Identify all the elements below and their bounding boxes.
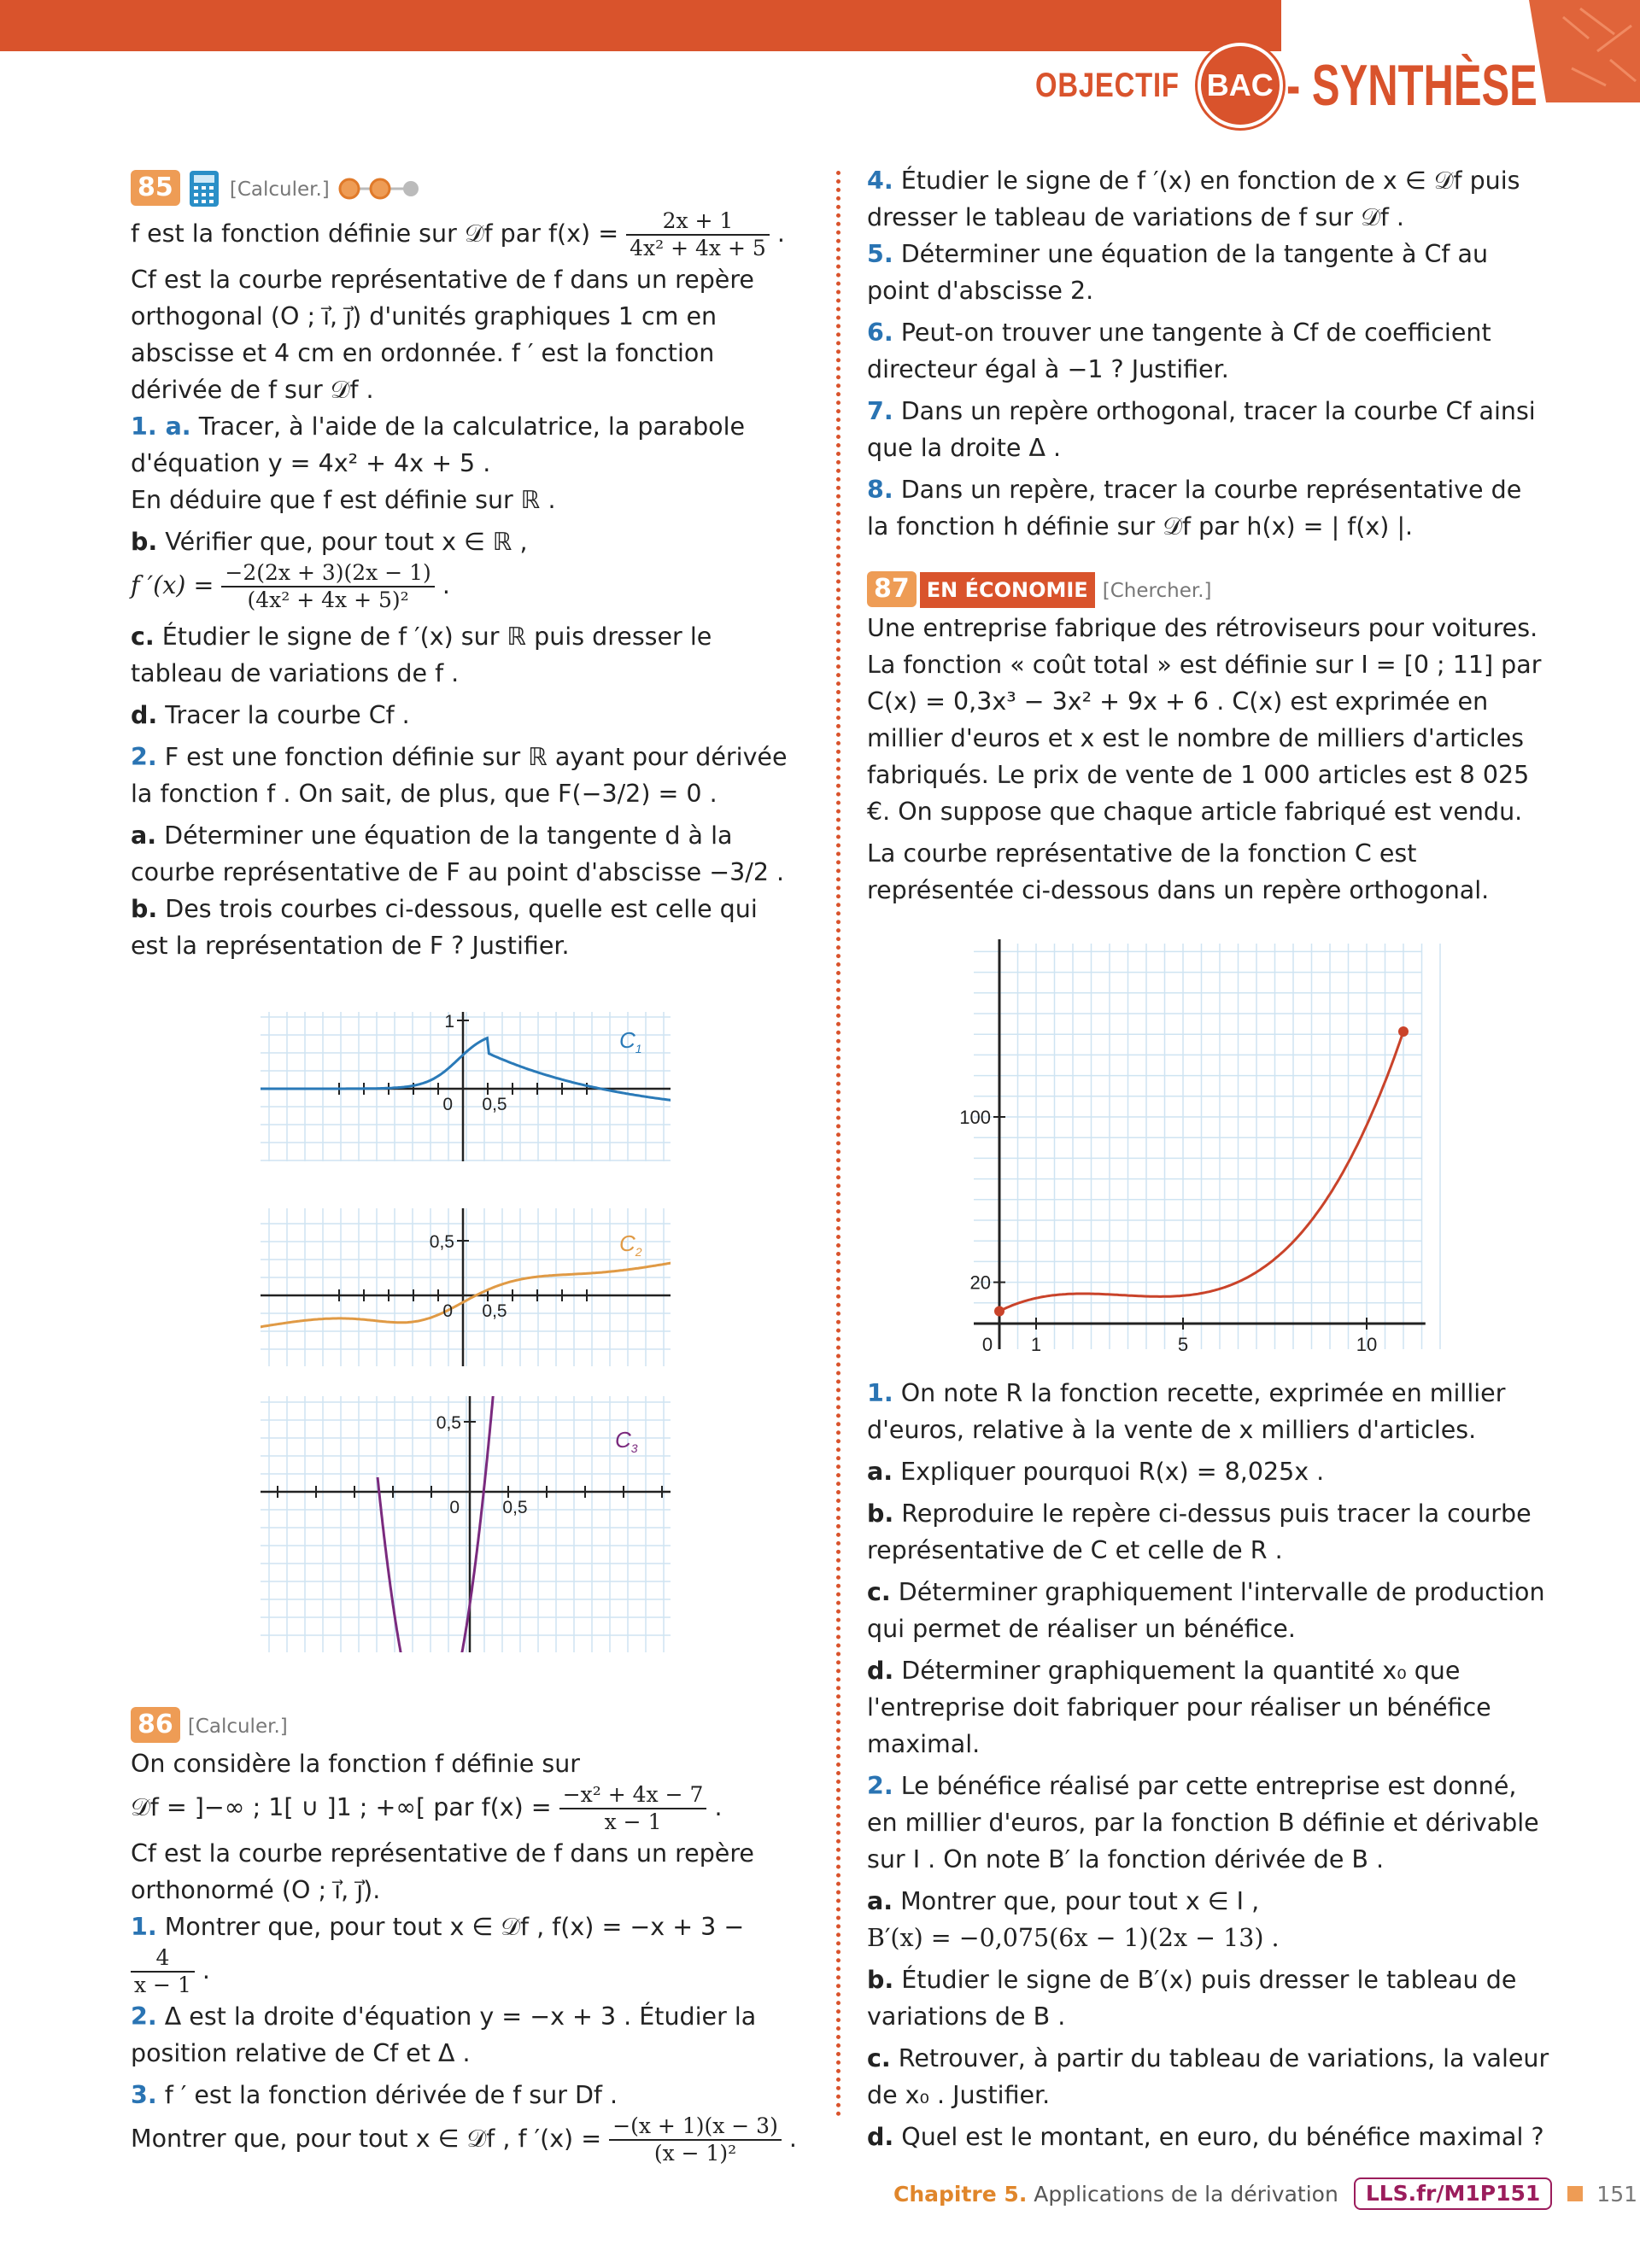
ex87-q1c-text: Déterminer graphiquement l'intervalle de production qui permet de réaliser un bénéfice. <box>867 1578 1545 1643</box>
x-tick-label: 0,5 <box>502 1498 528 1517</box>
curve-c3 <box>378 1396 531 1652</box>
ex86-q3b: Montrer que, pour tout x ∈ 𝒟f , f ′(x) = $\frac{-(x + 1)(x - 3)}{\text{(x − 1)²}}$ . <box>131 2113 797 2166</box>
origin-label: 0 <box>449 1498 460 1517</box>
y-tick-label: 100 <box>959 1107 991 1128</box>
ex86-q3-label: 3. <box>131 2081 157 2109</box>
ex86-fraction <box>559 1782 707 1835</box>
graph-c1 <box>261 1012 671 1161</box>
ex87-p2: La courbe représentative de la fonction C est représentée ci-dessous dans un repère orthogonal. <box>867 839 1490 904</box>
ex85-frac-den: 4x² + 4x + 5 <box>630 236 766 260</box>
x-tick-label: 0,5 <box>482 1301 507 1321</box>
q-1d-label: d. <box>131 701 158 729</box>
ex87-tag: [Chercher.] <box>1102 580 1212 602</box>
bac-badge: BAC <box>1201 46 1280 125</box>
ex86-number: 86 <box>131 1707 180 1743</box>
ex86-q2-label: 2. <box>131 2002 157 2031</box>
ex86-q1-den: x − 1 <box>134 1973 191 1997</box>
q-2a-label: a. <box>131 821 157 850</box>
ex85-def-text: f est la fonction définie sur 𝒟f par f(x) = <box>131 219 619 248</box>
q-2-label: 2. <box>131 743 157 771</box>
q-1c-label: c. <box>131 623 155 651</box>
x-tick-label: 5 <box>1177 1334 1189 1355</box>
ex87-theme: EN ÉCONOMIE <box>920 572 1095 608</box>
q-1b-fraction <box>221 560 434 613</box>
y-tick-label: 1 <box>444 1012 454 1032</box>
curve-label: $C_1$ <box>619 1027 642 1055</box>
q-1a-text: Tracer, à l'aide de la calculatrice, la parabole d'équation y = 4x² + 4x + 5 . <box>131 412 746 477</box>
ex87-questions <box>867 1375 1550 2155</box>
ex87-q1-text: On note R la fonction recette, exprimée en millier d'euros, relative à la vente de x milliers d'articles. <box>867 1379 1506 1444</box>
ex87-q1a-text: Expliquer pourquoi R(x) = 8,025x . <box>900 1458 1325 1486</box>
ex86-q3-num: −(x + 1)(x − 3) <box>609 2113 782 2141</box>
ex87-q2d-label: d. <box>867 2123 894 2151</box>
ex86-q6-label: 6. <box>867 319 893 347</box>
ex85-fraction <box>626 208 770 261</box>
ex87-q2-text: Le bénéfice réalisé par cette entreprise est donné, en millier d'euros, par la fonction B définie et dérivable sur I . On note B′ la fonction dérivée de B . <box>867 1772 1539 1873</box>
curve-end-point <box>1398 1026 1409 1037</box>
q-1b-label: b. <box>131 528 158 556</box>
curve-start-point <box>994 1306 1004 1316</box>
origin-label: 0 <box>442 1301 453 1321</box>
ex86-header <box>131 1706 805 1745</box>
x-tick-label: 10 <box>1356 1334 1378 1355</box>
calculator-icon <box>188 169 222 208</box>
y-tick-label: 0,5 <box>436 1413 461 1433</box>
ex86-block <box>131 1706 805 2166</box>
y-tick-label: 0,5 <box>429 1232 454 1252</box>
ex87-q2c-text: Retrouver, à partir du tableau de variations, la valeur de x₀ . Justifier. <box>867 2044 1549 2109</box>
ex86-frac-num: −x² + 4x − 7 <box>559 1782 707 1809</box>
x-tick-label: 0,5 <box>482 1095 507 1114</box>
ex85-p2: Cf est la courbe représentative de f dans un repère orthogonal (O ; i⃗, j⃗) d'unités graphiques 1 cm en abscisse et 4 cm en ordonnée. f ′ est la fonction dérivée de f sur 𝒟f . <box>131 266 754 404</box>
ex86-q6-text: Peut-on trouver une tangente à Cf de coefficient directeur égal à −1 ? Justifier. <box>867 319 1491 383</box>
ex87-q2a-label: a. <box>867 1887 893 1915</box>
ex86-tag: [Calculer.] <box>187 1716 288 1738</box>
cost-chart <box>948 935 1461 1362</box>
curve-c1 <box>261 1038 671 1101</box>
ex86-q1-label: 1. <box>131 1913 157 1941</box>
ex86-q4-label: 4. <box>867 167 893 195</box>
ex87-q2c-label: c. <box>867 2044 891 2072</box>
ex86-q3-text: f ′ est la fonction dérivée de f sur Df . <box>164 2081 618 2109</box>
q-1a-text2: En déduire que f est définie sur ℝ . <box>131 486 556 514</box>
q-2-text: F est une fonction définie sur ℝ ayant pour dérivée la fonction f . On sait, de plus, que F(−3/2) = 0 . <box>131 743 788 808</box>
q-1d-text: Tracer la courbe Cf . <box>165 701 410 729</box>
ex86-q8-text: Dans un repère, tracer la courbe représentative de la fonction h définie sur 𝒟f par h(x) = | f(x) |. <box>867 476 1522 541</box>
origin-label: 0 <box>442 1095 453 1114</box>
footer <box>893 2177 1637 2210</box>
footer-link[interactable]: LLS.fr/M1P151 <box>1354 2177 1552 2210</box>
q-1b-formula: f ′(x) = $\frac{-2(2x + 3)(2x - 1)}{\text{(4x² + 4x + 5)²}}$ . <box>131 560 450 612</box>
ex87-q1c-label: c. <box>867 1578 891 1606</box>
ex85-frac-num: 2x + 1 <box>626 208 770 236</box>
ex87-q2-label: 2. <box>867 1772 893 1800</box>
ex86-q4-text: Étudier le signe de f ′(x) en fonction de x ∈ 𝒟f puis dresser le tableau de variations de f sur 𝒟f . <box>867 167 1520 231</box>
q-1b-num: −2(2x + 3)(2x − 1) <box>221 560 434 587</box>
ex86-domain: 𝒟f = ]−∞ ; 1[ ∪ ]1 ; +∞[ par f(x) = <box>131 1793 552 1821</box>
ex87-q2b-text: Étudier le signe de B′(x) puis dresser le tableau de variations de B . <box>867 1966 1517 2031</box>
ex86-q1-fraction <box>131 1945 195 1998</box>
y-tick-label: 20 <box>969 1271 991 1294</box>
curve-label: $C_2$ <box>619 1230 642 1259</box>
ex86-q1: 1. Montrer que, pour tout x ∈ 𝒟f , f(x) = −x + 3 − $\frac{4}{x - 1}$ . <box>131 1913 745 1997</box>
ex87-q2d-text: Quel est le montant, en euro, du bénéfice maximal ? <box>901 2123 1544 2151</box>
ex86-q1-num: 4 <box>131 1945 195 1973</box>
ex86-q5-text: Déterminer une équation de la tangente à Cf au point d'abscisse 2. <box>867 240 1489 305</box>
q-1b-lhs: f ′(x) = <box>131 571 214 599</box>
ex85-tag: [Calculer.] <box>229 178 330 201</box>
ex87-q1d-label: d. <box>867 1657 894 1685</box>
ex87-q2a-text: Montrer que, pour tout x ∈ I , <box>900 1887 1260 1915</box>
objectif-label: OBJECTIF <box>1035 66 1180 104</box>
ex86-frac-den: x − 1 <box>604 1809 662 1834</box>
footer-square <box>1567 2186 1583 2201</box>
footer-chapter: Chapitre 5. <box>893 2181 1028 2207</box>
right-column <box>867 162 1550 909</box>
ex86-q3-den: (x − 1)² <box>653 2141 737 2166</box>
x-tick-label: 0 <box>981 1334 993 1355</box>
left-column <box>131 169 797 964</box>
ex85-header <box>131 169 797 208</box>
ex86-q2-text: Δ est la droite d'équation y = −x + 3 . Étudier la position relative de Cf et Δ . <box>131 2002 757 2067</box>
ex85-number: 85 <box>131 170 180 206</box>
ex87-p1: Une entreprise fabrique des rétroviseurs pour voitures. La fonction « coût total » est définie sur I = [0 ; 11] par C(x) = 0,3x³ − 3x² + 9x + 6 . C(x) est exprimée en millier d'euros et x est le nombre de milliers d'articles fabriqués. Le prix de vente de 1 000 articles est 8 025 €. On suppose que chaque article fabriqué est vendu. <box>867 614 1542 826</box>
ex85-intro: f est la fonction définie sur 𝒟f par f(x) = $\frac{2x + 1}{\text{4x² + 4x + 5}}$ . <box>131 208 785 260</box>
ex86-q1-text: Montrer que, pour tout x ∈ 𝒟f , f(x) = −x + 3 − <box>164 1913 745 1941</box>
ex86-q3b-text: Montrer que, pour tout x ∈ 𝒟f , f ′(x) = <box>131 2125 602 2153</box>
q-2b-text: Des trois courbes ci-dessous, quelle est celle qui est la représentation de F ? Justifier. <box>131 895 758 960</box>
ex86-q3-fraction <box>609 2113 782 2166</box>
ex86-p3: Cf est la courbe représentative de f dans un repère orthonormé (O ; i⃗, j⃗). <box>131 1839 754 1904</box>
ex86-q5-label: 5. <box>867 240 893 268</box>
ex87-q1b-text: Reproduire le repère ci-dessus puis tracer la courbe représentative de C et celle de R . <box>867 1499 1532 1564</box>
column-divider <box>836 171 840 2118</box>
x-tick-label: 1 <box>1030 1334 1042 1355</box>
header-title <box>1035 51 1635 120</box>
q-1c-text: Étudier le signe de f ′(x) sur ℝ puis dresser le tableau de variations de f . <box>131 623 712 687</box>
ex86-p2: 𝒟f = ]−∞ ; 1[ ∪ ]1 ; +∞[ par f(x) = $\frac{\text{−x² + 4x − 7}}{x - 1}$ . <box>131 1782 723 1834</box>
footer-title: Applications de la dérivation <box>1034 2181 1338 2207</box>
ex87-q1-label: 1. <box>867 1379 893 1407</box>
difficulty-indicator <box>337 176 423 202</box>
ex86-q7-text: Dans un repère orthogonal, tracer la courbe Cf ainsi que la droite Δ . <box>867 397 1536 462</box>
ex87-number: 87 <box>867 571 917 607</box>
page-number: 151 <box>1596 2181 1638 2207</box>
ex87-q1d-text: Déterminer graphiquement la quantité x₀ que l'entreprise doit fabriquer pour réaliser un bénéfice maximal. <box>867 1657 1491 1758</box>
curve-label: $C_3$ <box>615 1427 638 1455</box>
ex86-q8-label: 8. <box>867 476 893 504</box>
q-1b-text: Vérifier que, pour tout x ∈ ℝ , <box>165 528 528 556</box>
ex87-header <box>867 570 1550 610</box>
q-1a-label: 1. a. <box>131 412 191 441</box>
top-banner <box>0 0 1281 51</box>
q-2a-text: Déterminer une équation de la tangente d à la courbe représentative de F au point d'abscisse −3/2 . <box>131 821 785 886</box>
ex87-q2b-label: b. <box>867 1966 894 1994</box>
q-1b-den: (4x² + 4x + 5)² <box>247 587 409 612</box>
ex87-q1a-label: a. <box>867 1458 893 1486</box>
ex87-q2a-formula: B′(x) = −0,075(6x − 1)(2x − 13) . <box>867 1924 1280 1952</box>
ex86-p1: On considère la fonction f définie sur <box>131 1750 580 1778</box>
graph-c2 <box>261 1208 671 1366</box>
q-2b-label: b. <box>131 895 158 923</box>
ex86-q7-label: 7. <box>867 397 893 425</box>
synthese-label: - SYNTHÈSE <box>1286 53 1538 118</box>
ex87-q1b-label: b. <box>867 1499 894 1528</box>
graph-c3 <box>261 1396 671 1652</box>
